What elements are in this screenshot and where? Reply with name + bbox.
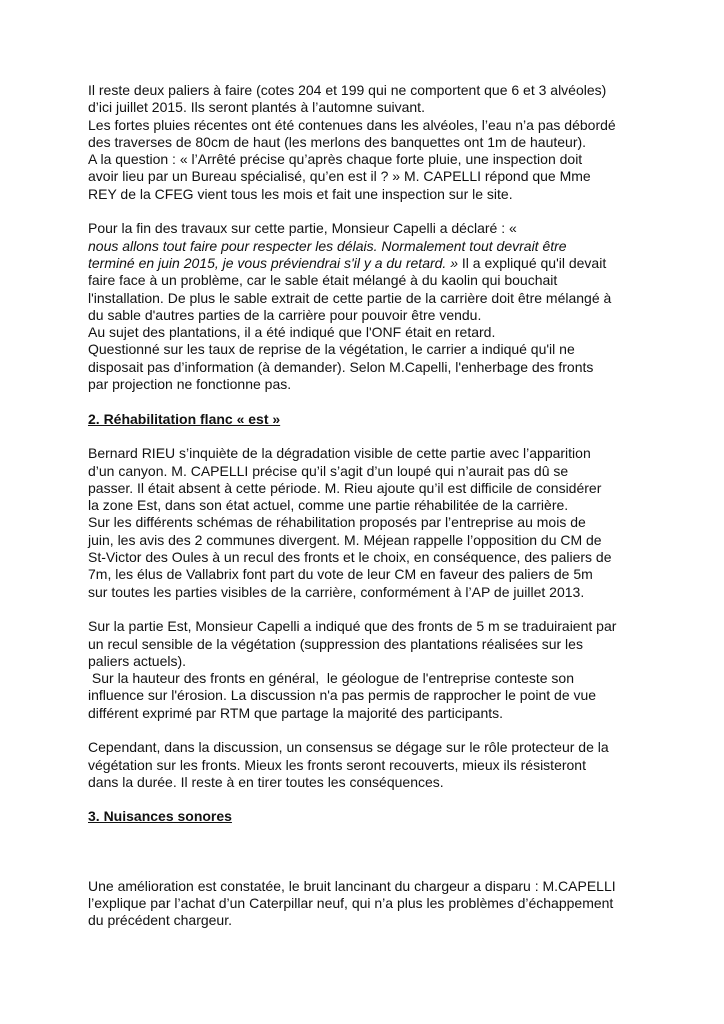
text-line: Au sujet des plantations, il a été indiqué que l'ONF était en retard. — [88, 324, 496, 341]
text-line: Une amélioration est constatée, le bruit lancinant du chargeur a disparu : M.CAPELLI — [88, 877, 616, 894]
paragraph-spacer — [88, 722, 688, 739]
text-line: Bernard RIEU s’inquiète de la dégradation visible de cette partie avec l’apparition — [88, 445, 591, 462]
text-line: influence sur l'érosion. La discussion n'a pas permis de rapprocher le point de vue — [88, 687, 597, 704]
text-line: du sable d'autres parties de la carrière pour pouvoir être vendu. — [88, 306, 482, 323]
text-line: l'installation. De plus le sable extrait de cette partie de la carrière doit être mélangé à — [88, 289, 612, 306]
section-heading-nuisances: 3. Nuisances sonores — [88, 808, 232, 825]
paragraph-consensus — [88, 739, 688, 791]
text-line: Cependant, dans la discussion, un consensus se dégage sur le rôle protecteur de la — [88, 739, 609, 756]
text-line: l’explique par l’achat d’un Caterpillar neuf, qui n’a plus les problèmes d’échappement — [88, 894, 614, 911]
quote-line: nous allons tout faire pour respecter les délais. Normalement tout devrait être — [88, 237, 567, 254]
paragraph-fin-travaux — [88, 220, 688, 393]
paragraph-spacer — [88, 860, 688, 877]
text-line: disposait pas d’information (à demander). Selon M.Capelli, l'enherbage des fronts — [88, 358, 594, 375]
paragraph-spacer — [88, 203, 688, 220]
paragraph-chargeur — [88, 878, 688, 930]
paragraph-spacer — [88, 601, 688, 618]
text-line: d’ici juillet 2015. Ils seront plantés à l’automne suivant. — [88, 99, 425, 116]
text-line: Les fortes pluies récentes ont été contenues dans les alvéoles, l’eau n’a pas débordé — [88, 116, 616, 133]
text-fragment: Il a expliqué qu'il devait — [458, 254, 607, 271]
text-line: REY de la CFEG vient tous les mois et fait une inspection sur le site. — [88, 185, 513, 202]
text-line: passer. Il était absent à cette période. M. Rieu ajoute qu’il est difficile de considérer — [88, 479, 602, 496]
paragraph-spacer — [88, 791, 688, 808]
text-line: Sur la partie Est, Monsieur Capelli a indiqué que des fronts de 5 m se traduiraient par — [88, 618, 617, 635]
text-line: Il reste deux paliers à faire (cotes 204 et 199 qui ne comportent que 6 et 3 alvéoles) — [88, 82, 607, 98]
paragraph-spacer — [88, 428, 688, 445]
paragraph-canyon — [88, 445, 688, 601]
text-line: un recul sensible de la végétation (suppression des plantations réalisées sur les — [88, 635, 583, 652]
text-line: St-Victor des Oules à un recul des fronts et le choix, en conséquence, des paliers de — [88, 549, 612, 566]
text-line: la zone Est, dans son état actuel, comme une partie réhabilitée de la carrière. — [88, 497, 569, 514]
text-line: Pour la fin des travaux sur cette partie, Monsieur Capelli a déclaré : « — [88, 220, 517, 237]
text-line: différent exprimé par RTM que partage la majorité des participants. — [88, 704, 504, 721]
text-line: avoir lieu par un Bureau spécialisé, qu’en est il ? » M. CAPELLI répond que Mme — [88, 168, 591, 185]
text-line: Sur la hauteur des fronts en général, le géologue de l'entreprise conteste son — [88, 670, 574, 687]
paragraph-partie-est — [88, 618, 688, 722]
paragraph-paliers — [88, 82, 688, 203]
text-line: faire face à un problème, car le sable était mélangé à du kaolin qui bouchait — [88, 272, 558, 289]
paragraph-spacer — [88, 843, 688, 860]
paragraph-spacer — [88, 826, 688, 843]
document-body — [88, 82, 688, 930]
text-line: Sur les différents schémas de réhabilitation proposés par l’entreprise au mois de — [88, 514, 586, 531]
quote-fragment: terminé en juin 2015, je vous préviendrai s'il y a du retard. » — [88, 254, 458, 271]
text-line: des traverses de 80cm de haut (les merlons des banquettes ont 1m de hauteur). — [88, 133, 587, 150]
text-line: d’un canyon. M. CAPELLI précise qu’il s’agit d’un loupé qui n’aurait pas dû se — [88, 462, 569, 479]
text-line: juin, les avis des 2 communes divergent. M. Méjean rappelle l’opposition du CM de — [88, 531, 602, 548]
text-line: du précédent chargeur. — [88, 912, 232, 929]
text-line: végétation sur les fronts. Mieux les fronts seront recouverts, mieux ils résisteront — [88, 756, 586, 773]
text-line: 7m, les élus de Vallabrix font part du vote de leur CM en faveur des paliers de 5m — [88, 566, 593, 583]
section-heading-rehabilitation: 2. Réhabilitation flanc « est » — [88, 410, 281, 427]
text-line: paliers actuels). — [88, 652, 187, 669]
text-line: Questionné sur les taux de reprise de la végétation, le carrier a indiqué qu'il ne — [88, 341, 575, 358]
text-line — [88, 255, 688, 272]
text-line: dans la durée. Il reste à en tirer toutes les conséquences. — [88, 773, 444, 790]
paragraph-spacer — [88, 393, 688, 410]
text-line: A la question : « l’Arrêté précise qu’après chaque forte pluie, une inspection doit — [88, 151, 583, 168]
text-line: par projection ne fonctionne pas. — [88, 376, 292, 393]
text-line: sur toutes les parties visibles de la carrière, conformément à l’AP de juillet 2013. — [88, 583, 585, 600]
